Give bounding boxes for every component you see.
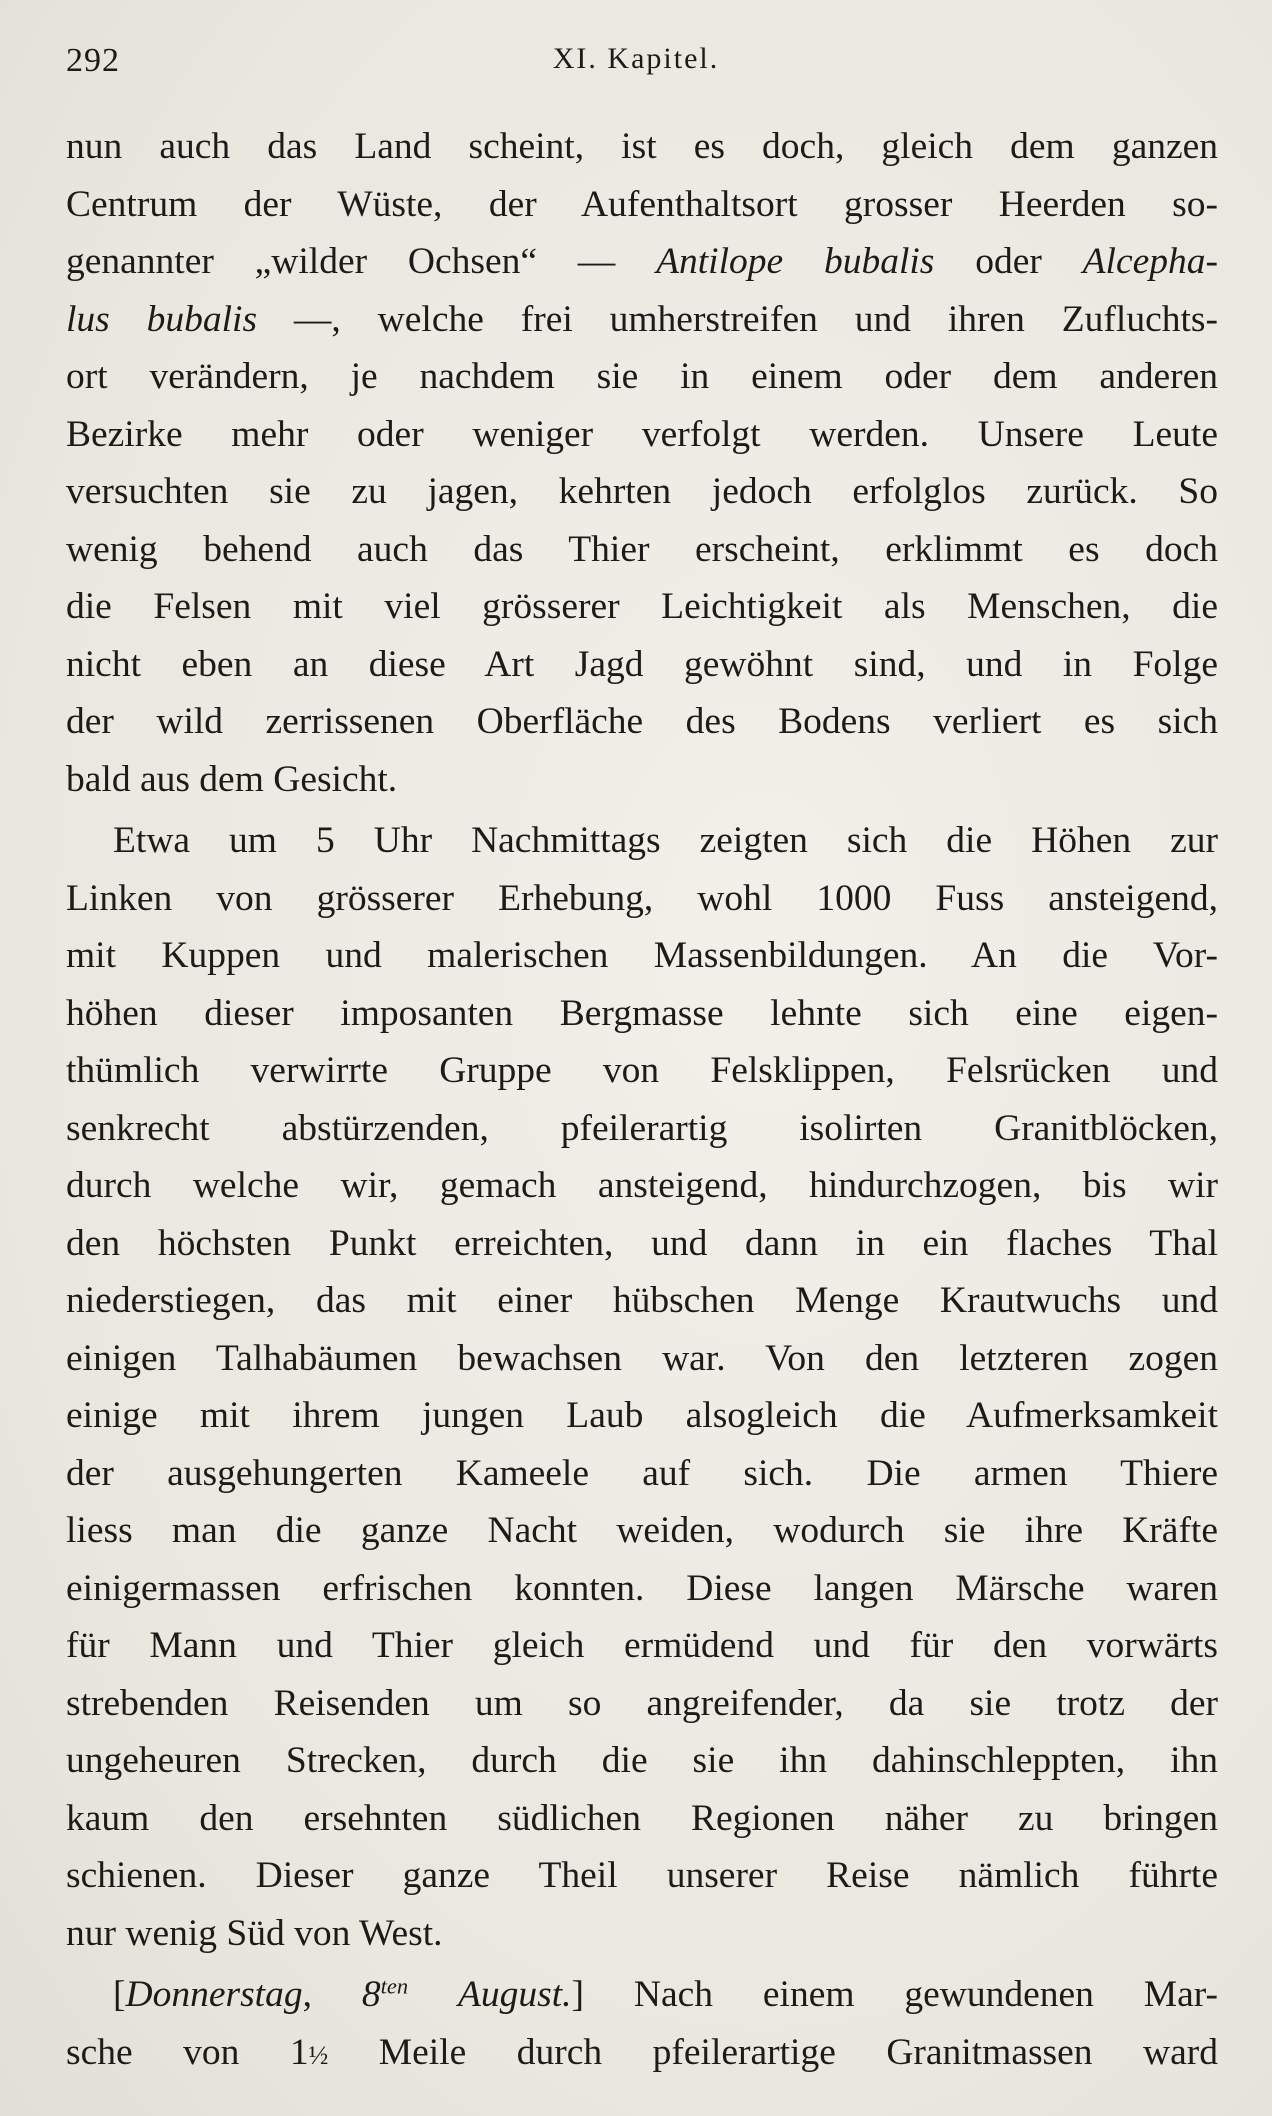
- text-segment: Linken von grösserer Erhebung, wohl 1000 Fuss ansteigend,: [66, 877, 1218, 919]
- text-line: [66, 1675, 1218, 1733]
- text-line: [66, 291, 1218, 349]
- text-line: [66, 1445, 1218, 1503]
- paragraph: [66, 118, 1218, 808]
- text-line: [66, 870, 1218, 928]
- text-segment: ½: [308, 2040, 329, 2070]
- text-segment: für Mann und Thier gleich ermüdend und für den vorwärts: [66, 1625, 1218, 1666]
- text-segment: genannter „wilder Ochsen“ —: [66, 241, 657, 282]
- text-line: [66, 1790, 1218, 1848]
- text-line: [66, 1330, 1218, 1388]
- text-line: [66, 812, 1218, 870]
- text-segment: ] Nach einem gewundenen Mar-: [571, 1974, 1219, 2015]
- text-segment: wenig behend auch das Thier erscheint, erklimmt es doch: [66, 528, 1218, 570]
- text-segment: versuchten sie zu jagen, kehrten jedoch erfolglos zurück. So: [66, 471, 1218, 512]
- text-line: [66, 118, 1218, 176]
- paragraph: [66, 812, 1218, 1962]
- text-segment: einigen Talhabäumen bewachsen war. Von den letzteren zogen: [66, 1337, 1218, 1379]
- italic-text: August.: [458, 1974, 572, 2015]
- body-text: [66, 118, 1218, 2081]
- text-segment: höhen dieser imposanten Bergmasse lehnte sich eine eigen-: [66, 992, 1218, 1034]
- text-line: [66, 985, 1218, 1043]
- text-line: [66, 521, 1218, 579]
- text-segment: durch welche wir, gemach ansteigend, hindurchzogen, bis wir: [66, 1165, 1218, 1206]
- text-line: [66, 1100, 1218, 1158]
- page-header: [0, 42, 1272, 92]
- text-line: [66, 1157, 1218, 1215]
- text-segment: Etwa um 5 Uhr Nachmittags zeigten sich die Höhen zur: [113, 820, 1218, 861]
- italic-text: Donnerstag: [125, 1974, 303, 2015]
- text-segment: den höchsten Punkt erreichten, und dann in ein flaches Thal: [66, 1222, 1218, 1264]
- text-line: [66, 751, 1218, 809]
- text-segment: oder: [934, 241, 1083, 282]
- text-line: [66, 176, 1218, 234]
- text-segment: der ausgehungerten Kameele auf sich. Die armen Thiere: [66, 1452, 1218, 1494]
- text-segment: strebenden Reisenden um so angreifender, da sie trotz der: [66, 1682, 1218, 1724]
- text-segment: der wild zerrissenen Oberfläche des Bodens verliert es sich: [66, 701, 1218, 742]
- text-segment: mit Kuppen und malerischen Massenbildungen. An die Vor-: [66, 935, 1218, 976]
- italic-text: Alcepha-: [1082, 241, 1218, 282]
- page-number: 292: [66, 42, 120, 79]
- text-segment: schienen. Dieser ganze Theil unserer Reise nämlich führte: [66, 1855, 1218, 1896]
- text-segment: Meile durch pfeilerartige Granitmassen ward: [328, 2031, 1218, 2073]
- text-segment: ort verändern, je nachdem sie in einem oder dem anderen: [66, 356, 1218, 397]
- text-line: [66, 1387, 1218, 1445]
- italic-text: ten: [380, 1973, 409, 1999]
- text-line: [66, 233, 1218, 291]
- text-segment: nun auch das Land scheint, ist es doch, gleich dem ganzen: [66, 126, 1218, 167]
- text-segment: ungeheuren Strecken, durch die sie ihn dahinschleppten, ihn: [66, 1740, 1218, 1781]
- text-segment: Bezirke mehr oder weniger verfolgt werden. Unsere Leute: [66, 413, 1218, 455]
- text-line: [66, 927, 1218, 985]
- text-line: [66, 1042, 1218, 1100]
- text-segment: nicht eben an diese Art Jagd gewöhnt sind, und in Folge: [66, 643, 1218, 685]
- text-segment: nur wenig Süd von West.: [66, 1912, 443, 1954]
- text-segment: einigermassen erfrischen konnten. Diese langen Märsche waren: [66, 1567, 1218, 1609]
- text-segment: [: [113, 1974, 126, 2015]
- text-line: [66, 1560, 1218, 1618]
- text-segment: kaum den ersehnten südlichen Regionen näher zu bringen: [66, 1797, 1218, 1839]
- text-segment: liess man die ganze Nacht weiden, wodurch sie ihre Kräfte: [66, 1510, 1218, 1551]
- text-segment: die Felsen mit viel grösserer Leichtigkeit als Menschen, die: [66, 586, 1218, 627]
- italic-text: 8: [361, 1974, 381, 2015]
- text-segment: Centrum der Wüste, der Aufenthaltsort grosser Heerden so-: [66, 183, 1218, 225]
- italic-text: Antilope bubalis: [656, 241, 935, 282]
- text-line: [66, 636, 1218, 694]
- text-segment: —, welche frei umherstreifen und ihren Zufluchts-: [257, 298, 1218, 340]
- text-segment: ,: [302, 1974, 362, 2015]
- text-line: [66, 348, 1218, 406]
- italic-text: lus bubalis: [66, 298, 258, 340]
- text-line: [66, 1617, 1218, 1675]
- text-line: [66, 1272, 1218, 1330]
- text-segment: senkrecht abstürzenden, pfeilerartig isolirten Granitblöcken,: [66, 1107, 1218, 1149]
- text-line: [66, 1502, 1218, 1560]
- text-segment: thümlich verwirrte Gruppe von Felsklippen, Felsrücken und: [66, 1050, 1218, 1091]
- text-line: [66, 2024, 1218, 2082]
- text-line: [66, 1847, 1218, 1905]
- text-segment: sche von 1: [66, 2031, 309, 2073]
- text-line: [66, 406, 1218, 464]
- text-line: [66, 1905, 1218, 1963]
- text-segment: einige mit ihrem jungen Laub alsogleich die Aufmerksamkeit: [66, 1395, 1218, 1436]
- running-head: XI. Kapitel.: [552, 42, 720, 75]
- text-segment: niederstiegen, das mit einer hübschen Menge Krautwuchs und: [66, 1280, 1218, 1321]
- text-line: [66, 1732, 1218, 1790]
- text-line: [66, 463, 1218, 521]
- text-line: [66, 1966, 1218, 2024]
- text-segment: [408, 1974, 458, 2015]
- text-line: [66, 693, 1218, 751]
- text-line: [66, 1215, 1218, 1273]
- paragraph: [66, 1966, 1218, 2081]
- text-segment: bald aus dem Gesicht.: [66, 758, 398, 800]
- text-line: [66, 578, 1218, 636]
